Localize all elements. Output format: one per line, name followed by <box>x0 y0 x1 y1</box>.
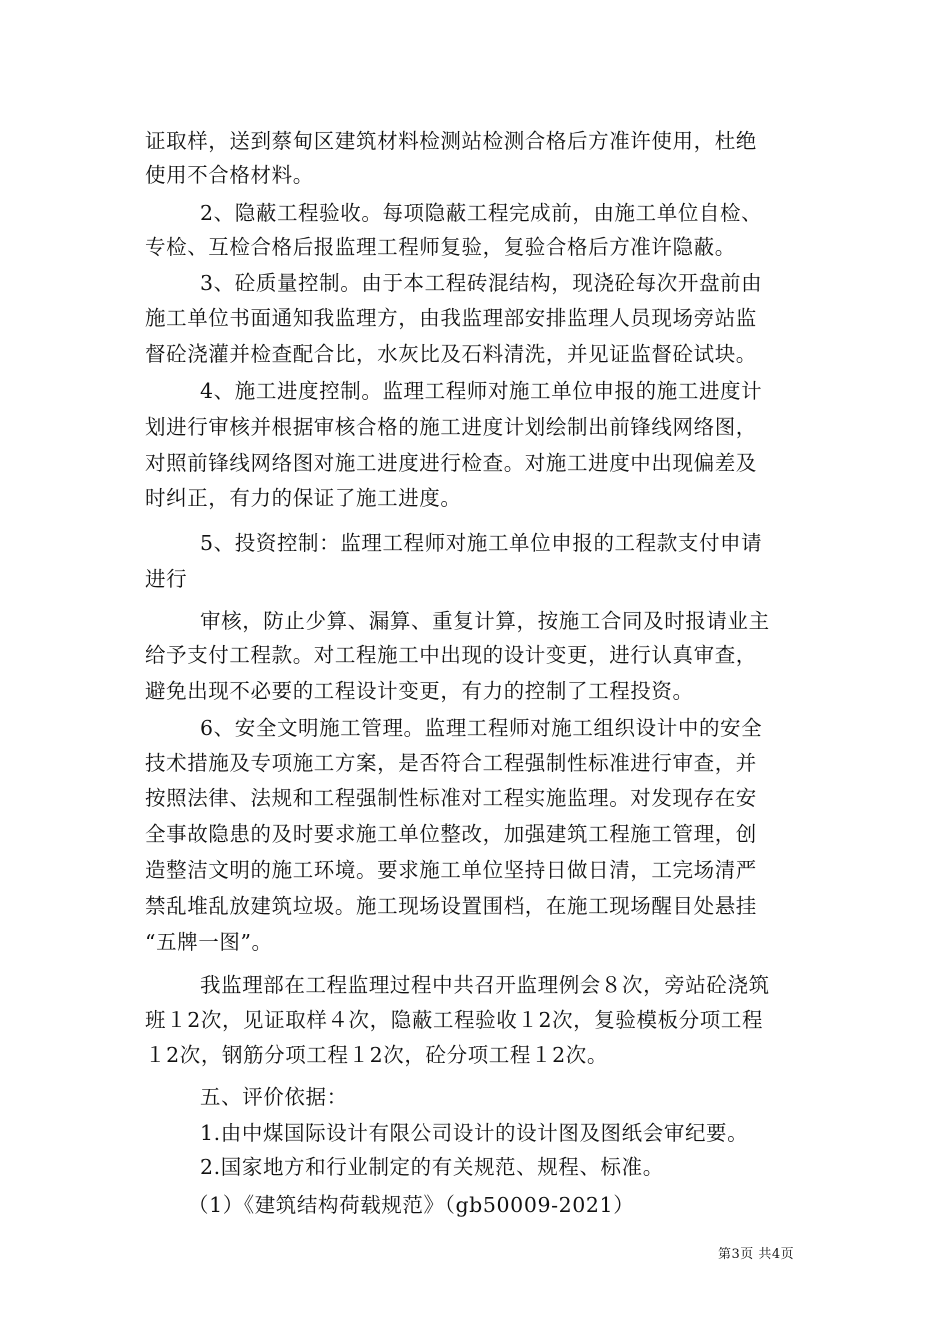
text-line: 督砼浇灌并检查配合比，水灰比及石料清洗，并见证监督砼试块。 <box>145 342 757 366</box>
text-line: 禁乱堆乱放建筑垃圾。施工现场设置围档，在施工现场醒目处悬挂 <box>145 894 757 918</box>
section-heading: 五、评价依据： <box>200 1085 348 1109</box>
text-line: 专检、互检合格后报监理工程师复验，复验合格后方准许隐蔽。 <box>145 235 736 259</box>
text-line: 造整洁文明的施工环境。要求施工单位坚持日做日清，工完场清严 <box>145 858 757 882</box>
text-line: 2、隐蔽工程验收。每项隐蔽工程完成前，由施工单位自检、 <box>200 201 763 225</box>
text-line: 证取样，送到蔡甸区建筑材料检测站检测合格后方准许使用，杜绝 <box>145 129 757 153</box>
text-line: 全事故隐患的及时要求施工单位整改，加强建筑工程施工管理，创 <box>145 822 757 846</box>
text-line: 技术措施及专项施工方案，是否符合工程强制性标准进行审查，并 <box>145 751 757 775</box>
text-line: 班１2次，见证取样４次，隐蔽工程验收１2次，复验模板分项工程 <box>145 1008 764 1032</box>
text-line: 进行 <box>145 567 188 591</box>
text-line: 按照法律、法规和工程强制性标准对工程实施监理。对发现存在安 <box>145 786 757 810</box>
text-line: 时纠正，有力的保证了施工进度。 <box>145 486 462 510</box>
text-line: 划进行审核并根据审核合格的施工进度计划绘制出前锋线网络图， <box>145 415 757 439</box>
text-line: 1.由中煤国际设计有限公司设计的设计图及图纸会审纪要。 <box>200 1121 749 1145</box>
text-line: 6、安全文明施工管理。监理工程师对施工组织设计中的安全 <box>200 716 763 740</box>
text-line: 4、施工进度控制。监理工程师对施工单位申报的施工进度计 <box>200 379 763 403</box>
text-line: １2次，钢筋分项工程１2次，砼分项工程１2次。 <box>145 1043 608 1067</box>
page-number: 第3页 共4页 <box>718 1247 795 1262</box>
text-line: 施工单位书面通知我监理方，由我监理部安排监理人员现场旁站监 <box>145 306 757 330</box>
text-line: 5、投资控制：监理工程师对施工单位申报的工程款支付申请 <box>200 531 763 555</box>
text-line: 给予支付工程款。对工程施工中出现的设计变更，进行认真审查， <box>145 643 757 667</box>
text-line: 对照前锋线网络图对施工进度进行检查。对施工进度中出现偏差及 <box>145 451 757 475</box>
text-line: 使用不合格材料。 <box>145 163 314 187</box>
text-line: 我监理部在工程监理过程中共召开监理例会８次，旁站砼浇筑 <box>200 973 770 997</box>
text-line: 审核，防止少算、漏算、重复计算，按施工合同及时报请业主 <box>200 609 770 633</box>
text-line: 避免出现不必要的工程设计变更，有力的控制了工程投资。 <box>145 679 694 703</box>
text-line: “五牌一图”。 <box>145 930 273 954</box>
text-line: （1）《建筑结构荷载规范》（gb50009-2021） <box>188 1193 635 1217</box>
text-line: 2.国家地方和行业制定的有关规范、规程、标准。 <box>200 1155 664 1179</box>
text-line: 3、砼质量控制。由于本工程砖混结构，现浇砼每次开盘前由 <box>200 271 763 295</box>
